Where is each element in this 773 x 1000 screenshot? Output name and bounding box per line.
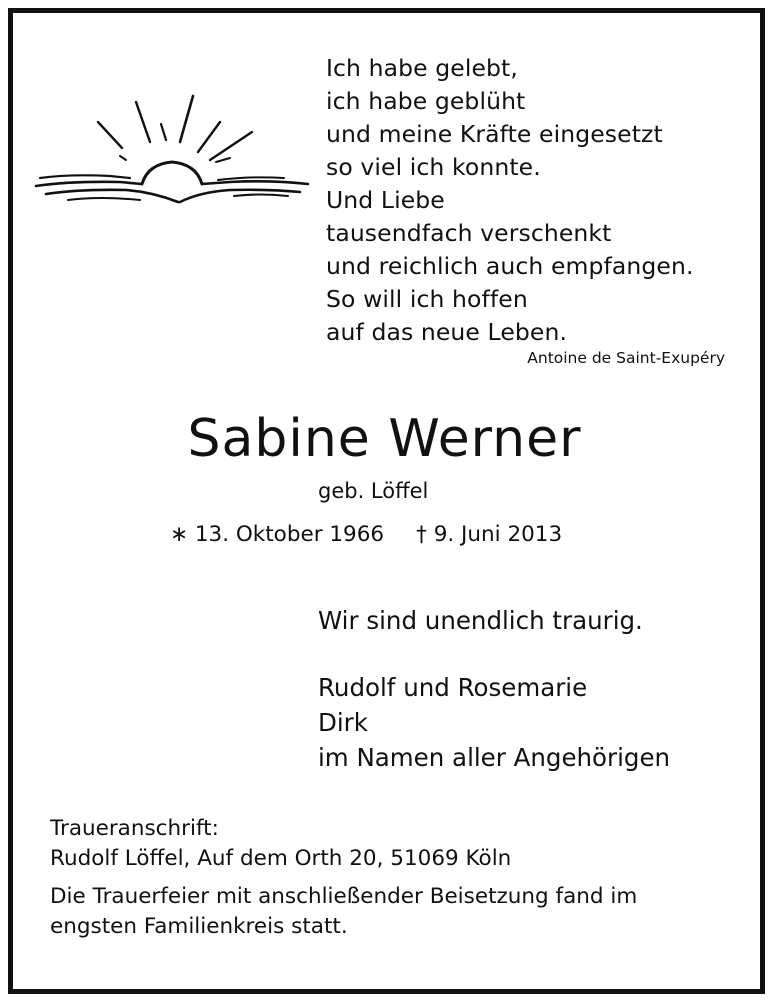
funeral-notice <box>50 882 740 942</box>
notice-line: engsten Familienkreis statt. <box>50 914 348 939</box>
family-line: im Namen aller Angehörigen <box>318 743 671 772</box>
birth-date: ∗ 13. Oktober 1966 <box>170 522 385 547</box>
notice-line: Die Trauerfeier mit anschließender Beisetzung fand im <box>50 884 638 909</box>
mourning-address <box>50 814 511 874</box>
poem-line: und reichlich auch empfangen. <box>326 252 694 280</box>
poem-line: so viel ich konnte. <box>326 153 541 181</box>
poem-line: Und Liebe <box>326 186 445 214</box>
poem-line: So will ich hoffen <box>326 285 528 313</box>
deceased-name-text: Sabine Werner <box>187 409 582 469</box>
poem <box>326 52 746 349</box>
poem-line: tausendfach verschenkt <box>326 219 612 247</box>
deceased-name <box>0 408 773 470</box>
mourning-text: Wir sind unendlich traurig. <box>318 606 643 635</box>
address-line: Rudolf Löffel, Auf dem Orth 20, 51069 Köln <box>50 846 512 871</box>
life-dates <box>170 520 562 550</box>
poem-line: auf das neue Leben. <box>326 318 568 346</box>
family-line: Rudolf und Rosemarie <box>318 673 588 702</box>
family-signature <box>318 670 670 775</box>
birth-name: geb. Löffel <box>318 479 429 503</box>
poem-author: Antoine de Saint-Exupéry <box>527 349 725 367</box>
rising-sun-icon <box>30 92 315 222</box>
address-label: Traueranschrift: <box>50 816 219 841</box>
poem-line: und meine Kräfte eingesetzt <box>326 120 663 148</box>
poem-line: Ich habe gelebt, <box>326 54 518 82</box>
poem-line: ich habe geblüht <box>326 87 526 115</box>
family-line: Dirk <box>318 708 368 737</box>
death-date: † 9. Juni 2013 <box>416 522 563 547</box>
